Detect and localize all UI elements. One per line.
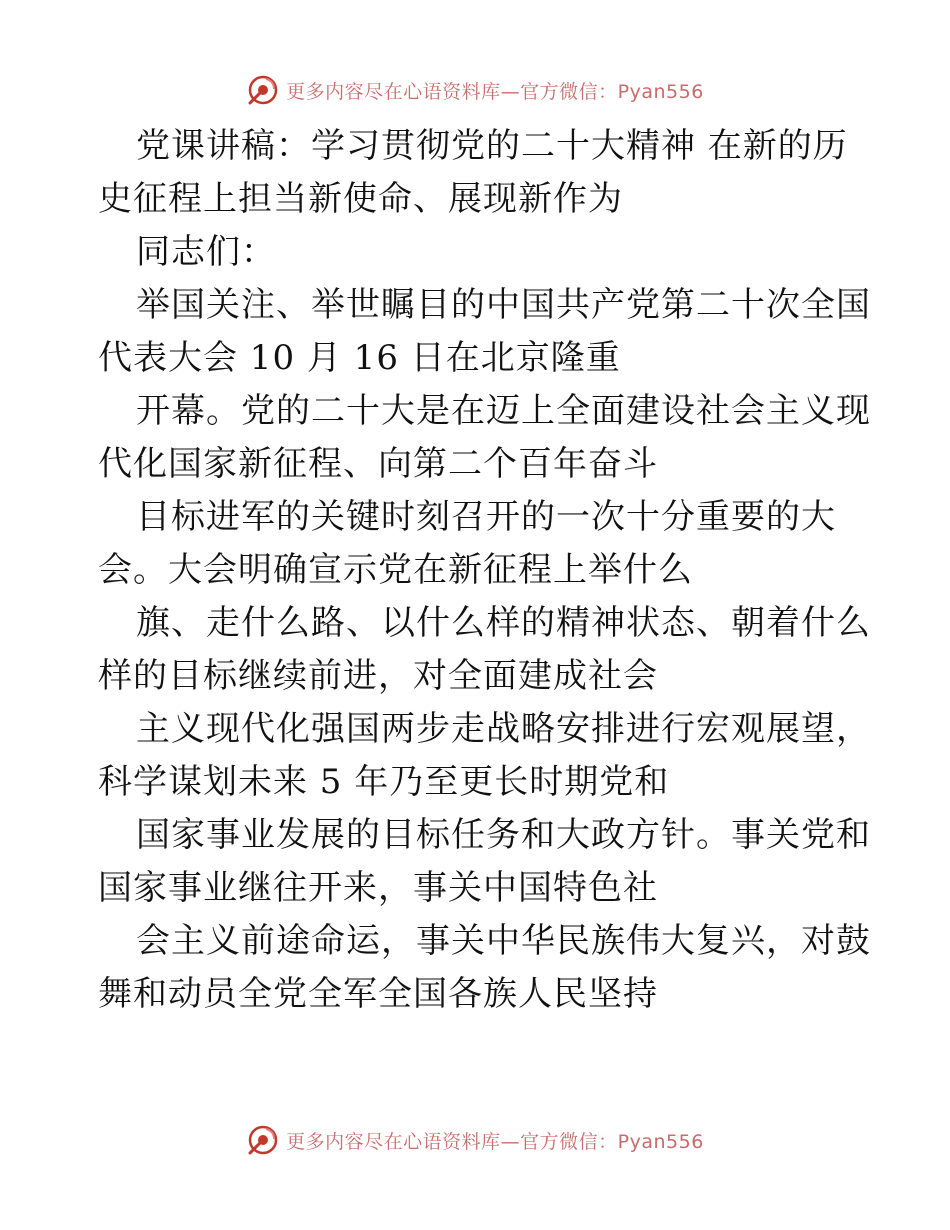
body-line: 样的目标继续前进，对全面建成社会 [98,656,658,696]
footer-watermark [0,1120,950,1160]
body-line: 会。大会明确宣示党在新征程上举什么 [98,550,693,590]
body-line: 开幕。党的二十大是在迈上全面建设社会主义现 [136,391,871,431]
watermark-text: 更多内容尽在心语资料库—官方微信：Pyan556 [286,1130,704,1153]
document-body [98,120,871,1021]
body-line: 舞和动员全党全军全国各族人民坚持 [98,974,658,1014]
body-line: 会主义前途命运，事关中华民族伟大复兴，对鼓 [136,921,871,961]
pen-circle-logo-icon [246,1123,280,1157]
body-line: 国家事业发展的目标任务和大政方针。事关党和 [136,815,871,855]
body-line: 主义现代化强国两步走战略安排进行宏观展望， [136,709,871,749]
title-line-1: 党课讲稿：学习贯彻党的二十大精神 在新的历 [136,126,848,166]
watermark-text: 更多内容尽在心语资料库—官方微信：Pyan556 [286,80,704,103]
body-line: 目标进军的关键时刻召开的一次十分重要的大 [136,497,836,537]
body-line: 国家事业继往开来，事关中国特色社 [98,868,658,908]
salutation: 同志们： [136,232,276,272]
body-line: 代表大会 10 月 16 日在北京隆重 [98,338,621,378]
body-line: 举国关注、举世瞩目的中国共产党第二十次全国 [136,285,871,325]
body-line: 旗、走什么路、以什么样的精神状态、朝着什么 [136,603,871,643]
pen-circle-logo-icon [246,73,280,107]
header-watermark [0,70,950,110]
body-line: 代化国家新征程、向第二个百年奋斗 [98,444,658,484]
title-line-2: 史征程上担当新使命、展现新作为 [98,179,623,219]
body-line: 科学谋划未来 5 年乃至更长时期党和 [98,762,670,802]
